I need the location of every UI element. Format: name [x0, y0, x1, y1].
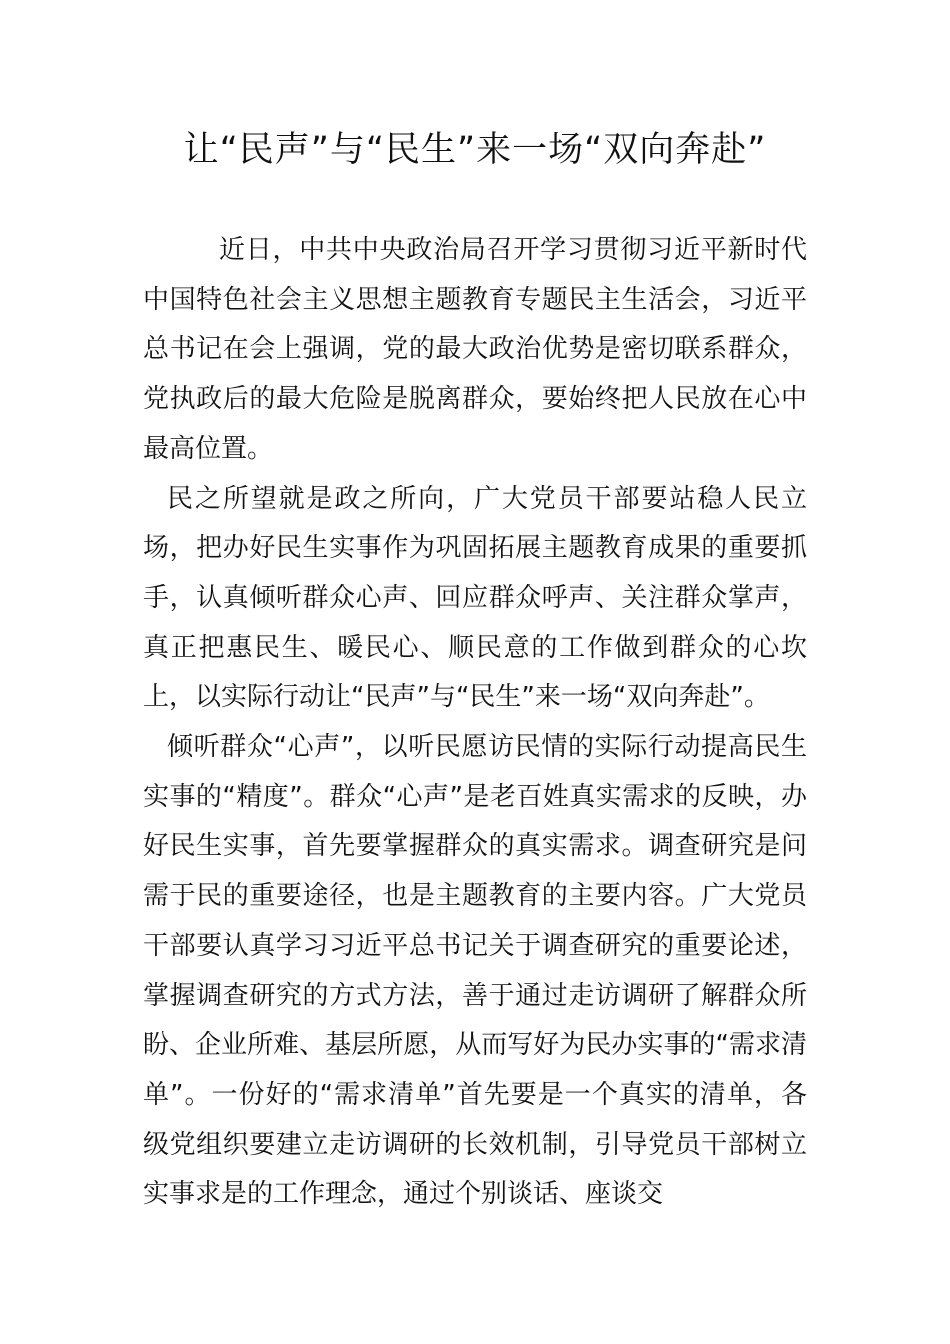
document-title: 让“民声”与“民生”来一场“双向奔赴”	[183, 130, 767, 170]
paragraph-3: 倾听群众“心声”，以听民愿访民情的实际行动提高民生实事的“精度”。群众“心声”是老百姓真实需求的反映，办好民生实事，首先要掌握群众的真实需求。调查研究是问需于民的重要途径，也是主题教育的主要内容。广大党员干部要认真学习习近平总书记关于调查研究的重要论述，掌握调查研究的方式方法，善于通过走访调研了解群众所盼、企业所难、基层所愿，从而写好为民办实事的“需求清单”。一份好的“需求清单”首先要是一个真实的清单，各级党组织要建立走访调研的长效机制，引导党员干部树立实事求是的工作理念，通过个别谈话、座谈交	[143, 732, 807, 1210]
paragraph-1: 近日，中共中央政治局召开学习贯彻习近平新时代中国特色社会主义思想主题教育专题民主生活会，习近平总书记在会上强调，党的最大政治优势是密切联系群众，党执政后的最大危险是脱离群众，要始终把人民放在心中最高位置。	[143, 235, 807, 464]
paragraph-2: 民之所望就是政之所向，广大党员干部要站稳人民立场，把办好民生实事作为巩固拓展主题教育成果的重要抓手，认真倾听群众心声、回应群众呼声、关注群众掌声，真正把惠民生、暖民心、顺民意的工作做到群众的心坎上，以实际行动让“民声”与“民生”来一场“双向奔赴”。	[143, 483, 807, 713]
document-body	[143, 226, 807, 1220]
